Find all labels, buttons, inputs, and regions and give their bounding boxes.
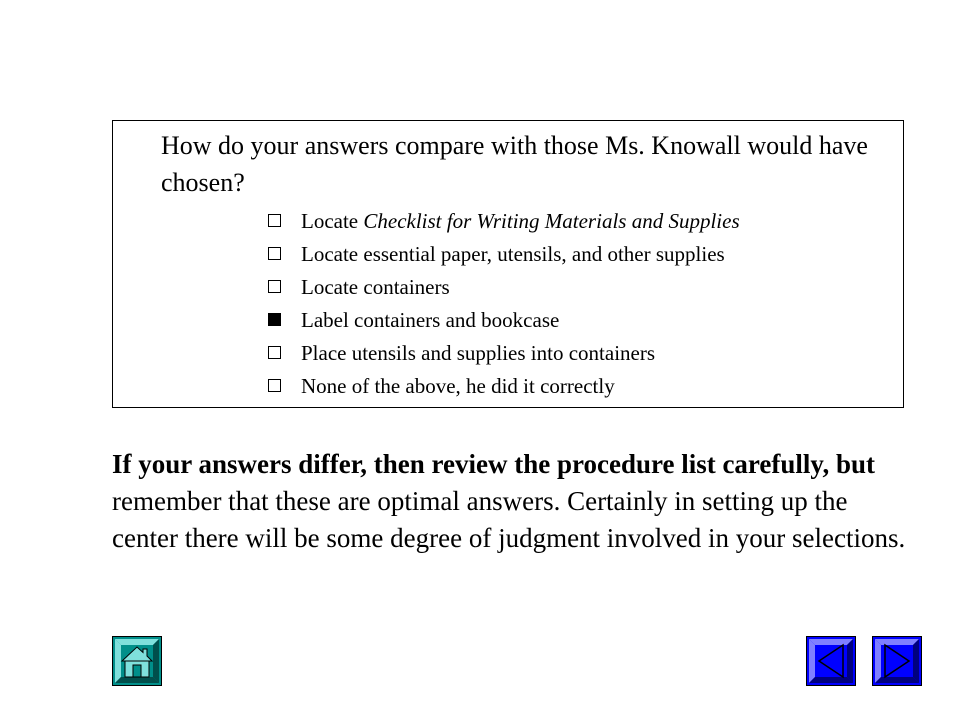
option-item[interactable] <box>268 370 740 403</box>
feedback-text <box>112 446 912 557</box>
house-icon <box>113 637 161 685</box>
option-item[interactable] <box>268 238 740 271</box>
option-item[interactable] <box>268 271 740 304</box>
checkbox-icon[interactable] <box>268 379 281 392</box>
option-item[interactable] <box>268 337 740 370</box>
option-label: Label containers and bookcase <box>301 308 560 332</box>
triangle-right-icon <box>873 637 921 685</box>
checkbox-icon[interactable] <box>268 247 281 260</box>
option-label: None of the above, he did it correctly <box>301 374 615 398</box>
triangle-left-icon <box>807 637 855 685</box>
option-label: Locate essential paper, utensils, and other supplies <box>301 242 725 266</box>
checkbox-icon[interactable] <box>268 346 281 359</box>
home-button[interactable] <box>112 636 162 686</box>
question-text: How do your answers compare with those Ms. Knowall would have chosen? <box>161 131 868 197</box>
question-panel <box>112 120 904 408</box>
checkbox-icon[interactable] <box>268 214 281 227</box>
previous-button[interactable] <box>806 636 856 686</box>
checkbox-icon[interactable] <box>268 280 281 293</box>
option-label: Place utensils and supplies into containers <box>301 341 656 365</box>
option-item[interactable] <box>268 304 740 337</box>
next-button[interactable] <box>872 636 922 686</box>
feedback-body: remember that these are optimal answers. Certainly in setting up the center there will be some degree of judgment involved in your selections. <box>112 486 906 553</box>
option-label: Locate containers <box>301 275 450 299</box>
checkbox-icon[interactable] <box>268 313 281 326</box>
option-item[interactable] <box>268 205 740 238</box>
option-label: Locate Checklist for Writing Materials and Supplies <box>301 209 740 233</box>
answer-options <box>268 205 740 403</box>
feedback-emphasis: If your answers differ, then review the procedure list carefully, but <box>112 449 875 479</box>
